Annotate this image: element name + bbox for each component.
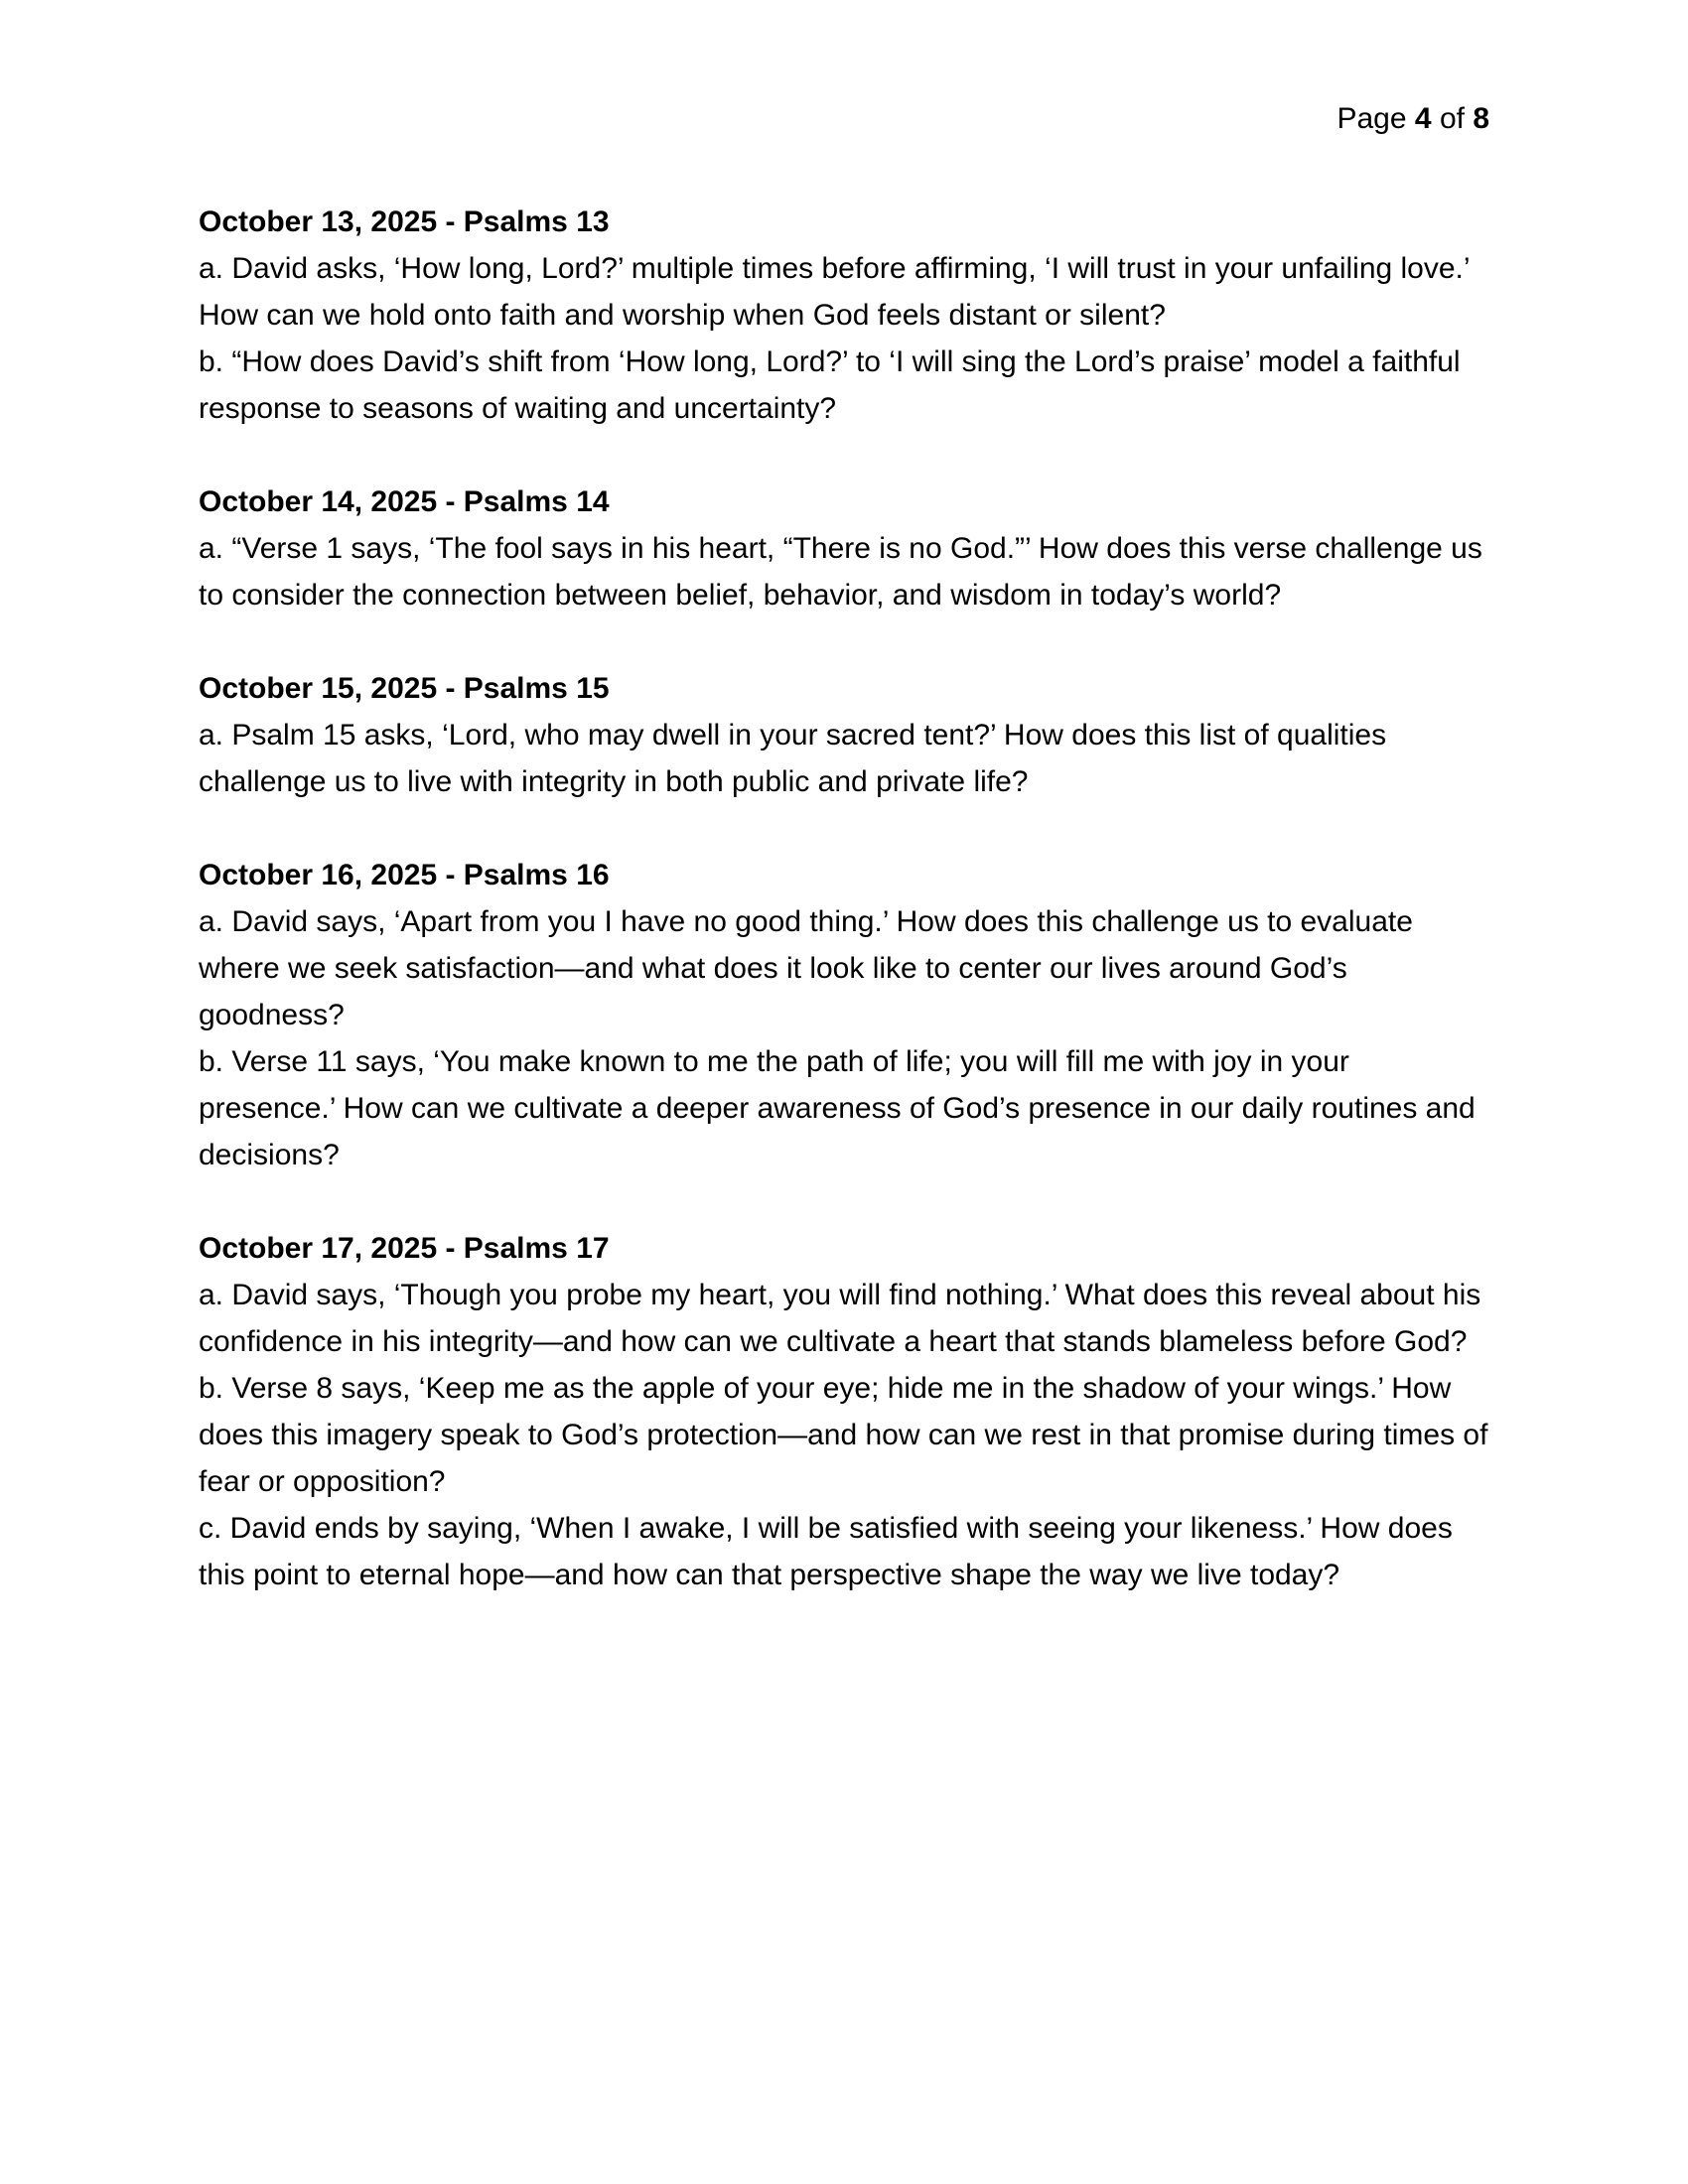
- question-a: a. “Verse 1 says, ‘The fool says in his heart, “There is no God.”’ How does this verse challenge us to consider the connection between belief, behavior, and wisdom in today’s world?: [199, 532, 1482, 612]
- entry-title: October 14, 2025 - Psalms 14: [199, 485, 610, 518]
- question-c: c. David ends by saying, ‘When I awake, I will be satisfied with seeing your likeness.’ How does this point to eternal hope—and how can that perspective shape the way we live today?: [199, 1512, 1453, 1591]
- page-total: 8: [1473, 102, 1489, 135]
- question-b: b. Verse 11 says, ‘You make known to me the path of life; you will fill me with joy in your presence.’ How can we cultivate a deeper awareness of God’s presence in our daily routines and decisions?: [199, 1045, 1476, 1171]
- page-current: 4: [1414, 102, 1432, 135]
- question-b: b. Verse 8 says, ‘Keep me as the apple of your eye; hide me in the shadow of your wings.’ How does this imagery speak to God’s protection—and how can we rest in that promise during times of fear or opposition?: [199, 1372, 1488, 1498]
- entry-october-17: [199, 1225, 1489, 1598]
- question-b: b. “How does David’s shift from ‘How long, Lord?’ to ‘I will sing the Lord’s praise’ model a faithful response to seasons of waiting and uncertainty?: [199, 345, 1461, 425]
- entry-october-14: [199, 478, 1489, 618]
- document-body: [199, 199, 1489, 1645]
- page-of: of: [1439, 102, 1465, 135]
- question-a: a. David asks, ‘How long, Lord?’ multiple times before affirming, ‘I will trust in your unfailing love.’ How can we hold onto faith and worship when God feels distant or silent?: [199, 252, 1470, 332]
- entry-title: October 13, 2025 - Psalms 13: [199, 205, 610, 238]
- question-a: a. Psalm 15 asks, ‘Lord, who may dwell in your sacred tent?’ How does this list of qualities challenge us to live with integrity in both public and private life?: [199, 719, 1387, 798]
- entry-october-16: [199, 852, 1489, 1178]
- question-a: a. David says, ‘Though you probe my heart, you will find nothing.’ What does this reveal about his confidence in his integrity—and how can we cultivate a heart that stands blameless before God?: [199, 1279, 1481, 1358]
- page-number: [1336, 99, 1489, 139]
- question-a: a. David says, ‘Apart from you I have no good thing.’ How does this challenge us to evaluate where we seek satisfaction—and what does it look like to center our lives around God’s goodness?: [199, 905, 1413, 1031]
- entry-title: October 15, 2025 - Psalms 15: [199, 672, 610, 705]
- entry-title: October 17, 2025 - Psalms 17: [199, 1232, 610, 1265]
- entry-october-13: [199, 199, 1489, 432]
- page-label: Page: [1336, 102, 1407, 135]
- entry-title: October 16, 2025 - Psalms 16: [199, 859, 610, 891]
- entry-october-15: [199, 665, 1489, 805]
